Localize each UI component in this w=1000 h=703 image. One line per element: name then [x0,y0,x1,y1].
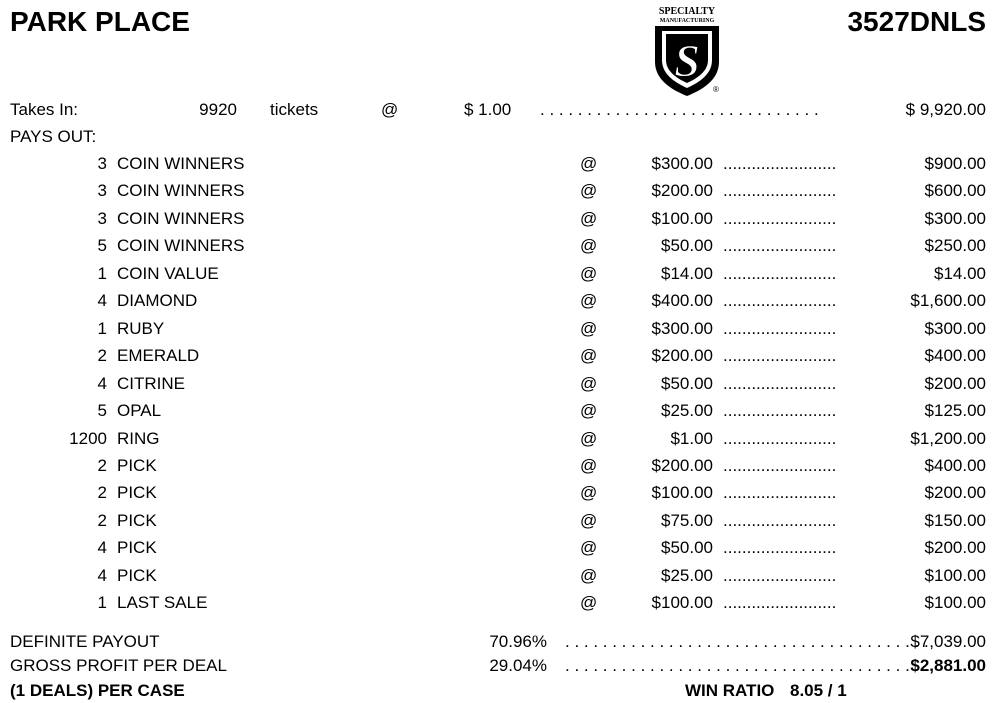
tickets-count: 9920 [199,100,237,119]
payout-amount: $100.00 [651,593,713,612]
at-symbol: @ [580,154,598,173]
payout-qty: 4 [97,566,107,585]
leader-dots: ........................ [723,264,837,283]
payout-total: $200.00 [924,483,986,502]
leader-dots: ........................ [723,209,837,228]
leader-dots: ........................ [723,346,837,365]
payout-total: $100.00 [924,566,986,585]
leader-dots: . . . . . . . . . . . . . . . . . . . . . . . . . . . . . . . . . . . . . . . [565,632,929,651]
gross-profit-percent: 29.04% [489,656,547,675]
payout-total: $900.00 [924,154,986,173]
payout-qty: 5 [97,236,107,255]
payout-name: COIN WINNERS [117,181,245,200]
svg-text:MANUFACTURING: MANUFACTURING [659,18,715,24]
payout-total: $125.00 [924,401,986,420]
at-symbol: @ [580,429,598,448]
payout-qty: 4 [97,291,107,310]
takes-in-label: Takes In: [10,100,79,119]
leader-dots: ........................ [723,593,837,612]
at-symbol: @ [580,346,598,365]
payout-name: PICK [117,566,157,585]
at-symbol: @ [580,209,598,228]
leader-dots: ........................ [723,456,837,475]
definite-payout-label: DEFINITE PAYOUT [10,632,160,651]
win-ratio-value: 8.05 / 1 [790,681,847,700]
payout-total: $14.00 [934,264,986,283]
leader-dots: ........................ [723,538,837,557]
definite-payout-total: $7,039.00 [910,632,986,651]
payout-name: COIN WINNERS [117,209,245,228]
at-symbol: @ [580,291,598,310]
payout-qty: 2 [97,483,107,502]
payout-total: $100.00 [924,593,986,612]
deal-code: 3527DNLS [847,6,986,37]
payout-amount: $75.00 [661,511,713,530]
payout-qty: 2 [97,346,107,365]
payout-qty: 3 [97,209,107,228]
payout-amount: $200.00 [651,346,713,365]
at-symbol: @ [580,593,598,612]
payout-name: OPAL [117,401,162,420]
payout-amount: $200.00 [651,181,713,200]
at-symbol: @ [580,319,598,338]
leader-dots: ........................ [723,154,837,173]
payout-total: $600.00 [924,181,986,200]
payout-total: $1,200.00 [910,429,986,448]
payout-total: $1,600.00 [910,291,986,310]
leader-dots: . . . . . . . . . . . . . . . . . . . . . . . . . . . . . . [540,100,819,119]
payout-total: $150.00 [924,511,986,530]
payout-total: $200.00 [924,374,986,393]
payout-name: COIN VALUE [117,264,219,283]
payout-amount: $50.00 [661,538,713,557]
leader-dots: ........................ [723,401,837,420]
payout-name: CITRINE [117,374,185,393]
at-symbol: @ [580,401,598,420]
payout-total: $300.00 [924,319,986,338]
payout-amount: $100.00 [651,483,713,502]
payout-amount: $1.00 [670,429,713,448]
at-symbol: @ [381,100,399,119]
payout-qty: 4 [97,538,107,557]
svg-text:®: ® [713,85,719,94]
payout-amount: $200.00 [651,456,713,475]
svg-text:SPECIALTY: SPECIALTY [658,6,716,17]
payout-total: $400.00 [924,456,986,475]
payout-total: $300.00 [924,209,986,228]
win-ratio-label: WIN RATIO [685,681,775,700]
at-symbol: @ [580,456,598,475]
payout-name: PICK [117,456,157,475]
at-symbol: @ [580,236,598,255]
payout-name: LAST SALE [117,593,208,612]
payout-qty: 3 [97,181,107,200]
at-symbol: @ [580,566,598,585]
payout-name: DIAMOND [117,291,198,310]
payout-name: COIN WINNERS [117,154,245,173]
gross-profit-total: $2,881.00 [910,656,986,675]
payout-qty: 5 [97,401,107,420]
leader-dots: ........................ [723,483,837,502]
at-symbol: @ [580,511,598,530]
leader-dots: ........................ [723,429,837,448]
leader-dots: ........................ [723,566,837,585]
leader-dots: ........................ [723,511,837,530]
leader-dots: ........................ [723,319,837,338]
payout-amount: $400.00 [651,291,713,310]
at-symbol: @ [580,483,598,502]
payout-name: PICK [117,511,157,530]
page-title: PARK PLACE [10,6,190,37]
payout-amount: $300.00 [651,154,713,173]
payout-qty: 3 [97,154,107,173]
takes-in-total: $ 9,920.00 [905,100,986,119]
payout-total: $250.00 [924,236,986,255]
payout-amount: $14.00 [661,264,713,283]
payout-name: EMERALD [117,346,200,365]
at-symbol: @ [580,538,598,557]
payout-name: RING [117,429,160,448]
at-symbol: @ [580,264,598,283]
payout-amount: $50.00 [661,374,713,393]
payout-amount: $25.00 [661,566,713,585]
ticket-price: $ 1.00 [464,100,512,119]
leader-dots: ........................ [723,236,837,255]
definite-payout-percent: 70.96% [489,632,547,651]
payout-name: PICK [117,538,157,557]
leader-dots: ........................ [723,374,837,393]
payout-total: $200.00 [924,538,986,557]
payout-amount: $50.00 [661,236,713,255]
payout-amount: $25.00 [661,401,713,420]
payout-name: PICK [117,483,157,502]
payout-qty: 1 [97,593,107,612]
tickets-label: tickets [270,100,319,119]
payout-name: RUBY [117,319,165,338]
payout-qty: 1 [97,319,107,338]
pays-out-label: PAYS OUT: [10,127,97,146]
payout-qty: 4 [97,374,107,393]
leader-dots: . . . . . . . . . . . . . . . . . . . . . . . . . . . . . . . . . . . . . . . [565,656,929,675]
leader-dots: ........................ [723,291,837,310]
payout-total: $400.00 [924,346,986,365]
payout-qty: 1200 [69,429,107,448]
payout-name: COIN WINNERS [117,236,245,255]
leader-dots: ........................ [723,181,837,200]
at-symbol: @ [580,374,598,393]
payout-amount: $300.00 [651,319,713,338]
payout-qty: 2 [97,511,107,530]
gross-profit-label: GROSS PROFIT PER DEAL [10,656,227,675]
svg-text:S: S [674,35,700,86]
at-symbol: @ [580,181,598,200]
payout-qty: 1 [97,264,107,283]
specialty-manufacturing-logo [652,4,722,96]
payout-qty: 2 [97,456,107,475]
per-case-label: (1 DEALS) PER CASE [10,681,185,700]
payout-amount: $100.00 [651,209,713,228]
